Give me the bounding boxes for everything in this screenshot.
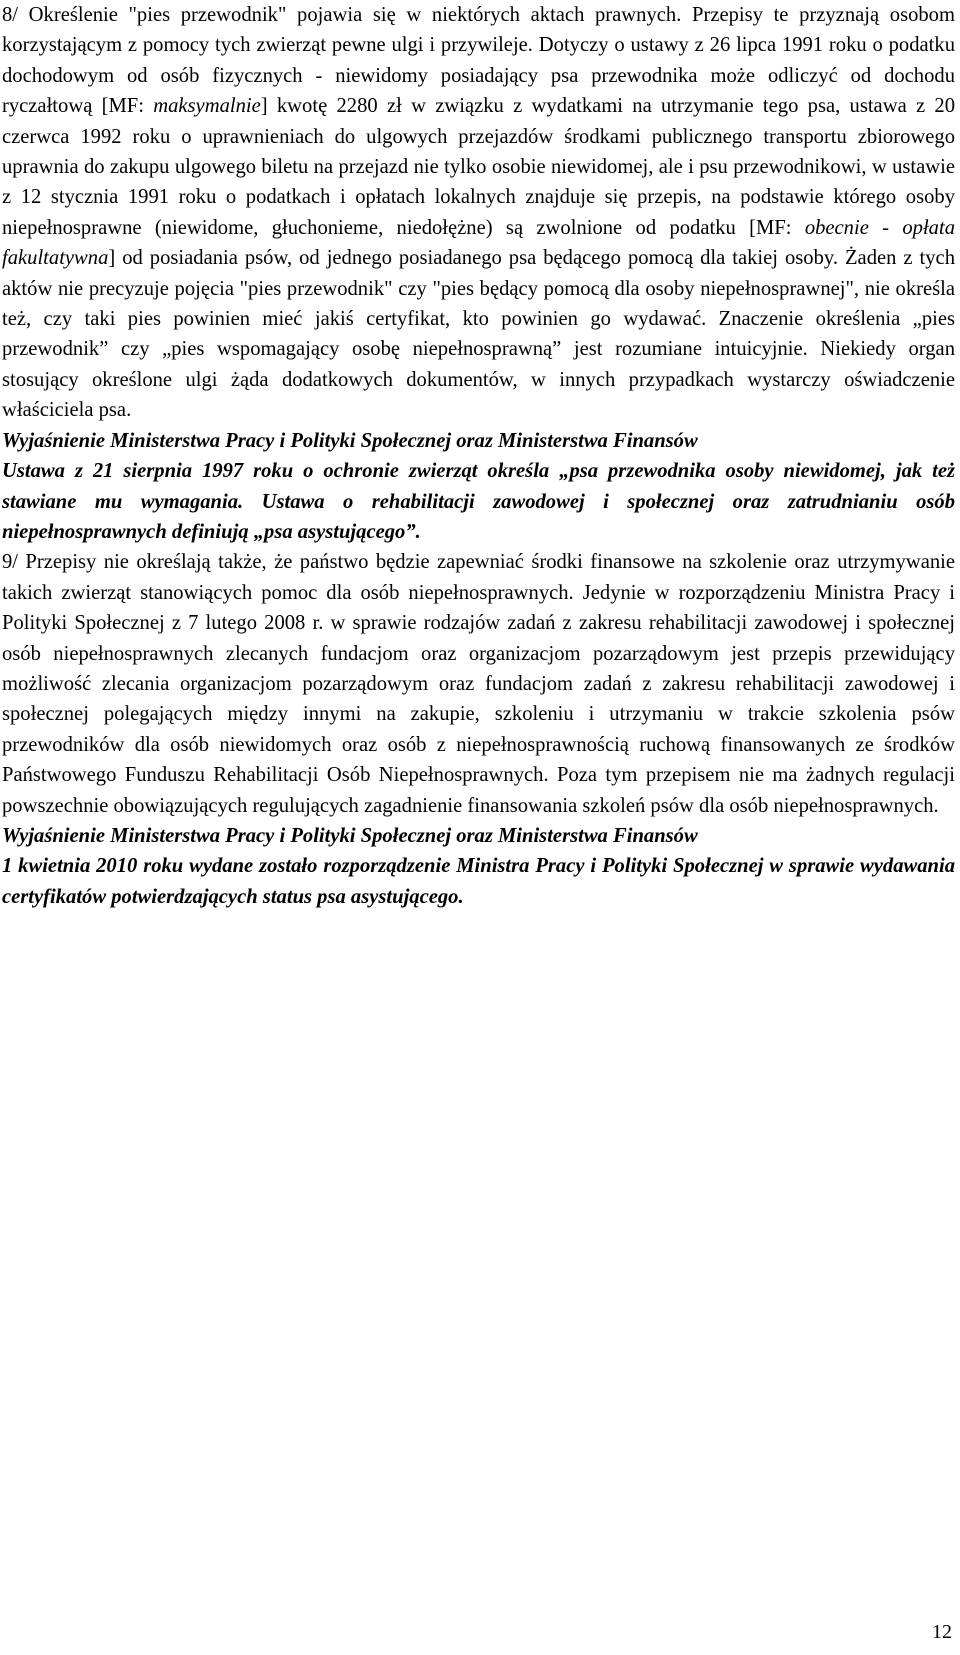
- explanation-2-heading: Wyjaśnienie Ministerstwa Pracy i Polityki Społecznej oraz Ministerstwa Finansów: [2, 824, 698, 847]
- explanation-1-heading: Wyjaśnienie Ministerstwa Pracy i Polityki Społecznej oraz Ministerstwa Finansów: [2, 429, 698, 452]
- section-8-text-a: 8/ Określenie "pies przewodnik" pojawia się w niektórych aktach prawnych. Przepisy te przyznają osobom korzystającym z pomocy tych zwierząt pewne ulgi i przywileje. Dotyczy o ustawy z 26 lipca 1991 roku o podatku dochodowym od osób fizycznych - niewidomy posiadający psa przewodnika może odliczyć od dochodu ryczałtową [MF:: [2, 4, 955, 118]
- explanation-2-body: 1 kwietnia 2010 roku wydane zostało rozporządzenie Ministra Pracy i Polityki Społecznej w sprawie wydawania certyfikatów potwierdzających status psa asystującego.: [2, 855, 955, 908]
- document-body: [2, 0, 955, 912]
- explanation-1-body: Ustawa z 21 sierpnia 1997 roku o ochronie zwierząt określa „psa przewodnika osoby niewidomej, jak też stawiane mu wymagania. Ustawa o rehabilitacji zawodowej i społecznej oraz zatrudnianiu osób niepełnosprawnych definiują „psa asystującego”.: [2, 460, 955, 543]
- page-number: 12: [932, 1621, 952, 1643]
- section-8-paragraph: [2, 0, 955, 426]
- mf-note-maksymalnie: maksymalnie: [153, 95, 261, 118]
- mf-note-oplata-fakultatywna: obecnie - opłata fakultatywna: [2, 216, 955, 270]
- section-9-paragraph: 9/ Przepisy nie określają także, że państwo będzie zapewniać środki finansowe na szkolenie oraz utrzymywanie takich zwierząt stanowiących pomoc dla osób niepełnosprawnych. Jedynie w rozporządzeniu Ministra Pracy i Polityki Społecznej z 7 lutego 2008 r. w sprawie rodzajów zadań z zakresu rehabilitacji zawodowej i społecznej osób niepełnosprawnych zlecanych fundacjom oraz organizacjom pozarządowym jest przepis przewidujący możliwość zlecania organizacjom pozarządowym oraz fundacjom zadań z zakresu rehabilitacji zawodowej i społecznej polegających między innymi na zakupie, szkoleniu i utrzymaniu w trakcie szkolenia psów przewodników dla osób niewidomych oraz osób z niepełnosprawnością ruchową finansowanych ze środków Państwowego Funduszu Rehabilitacji Osób Niepełnosprawnych. Poza tym przepisem nie ma żadnych regulacji powszechnie obowiązujących regulujących zagadnienie finansowania szkoleń psów dla osób niepełnosprawnych.: [2, 551, 955, 817]
- section-8-text-c: ] od posiadania psów, od jednego posiadanego psa będącego pomocą dla takiej osoby. Żaden z tych aktów nie precyzuje pojęcia "pies przewodnik" czy "pies będący pomocą dla osoby niepełnosprawnej", nie określa też, czy taki pies powinien mieć jakiś certyfikat, kto powinien go wydawać. Znaczenie określenia „pies przewodnik” czy „pies wspomagający osobę niepełnosprawną” jest rozumiane intuicyjnie. Niekiedy organ stosujący określone ulgi żąda dodatkowych dokumentów, w innych przypadkach wystarczy oświadczenie właściciela psa.: [2, 247, 955, 422]
- section-8-text-b: ] kwotę 2280 zł w związku z wydatkami na utrzymanie tego psa, ustawa z 20 czerwca 1992 roku o uprawnieniach do ulgowych przejazdów środkami publicznego transportu zbiorowego uprawnia do zakupu ulgowego biletu na przejazd nie tylko osobie niewidomej, ale i psu przewodnikowi, w ustawie z 12 stycznia 1991 roku o podatkach i opłatach lokalnych znajduje się przepis, na podstawie którego osoby niepełnosprawne (niewidome, głuchonieme, niedołężne) są zwolnione od podatku [MF:: [2, 95, 955, 239]
